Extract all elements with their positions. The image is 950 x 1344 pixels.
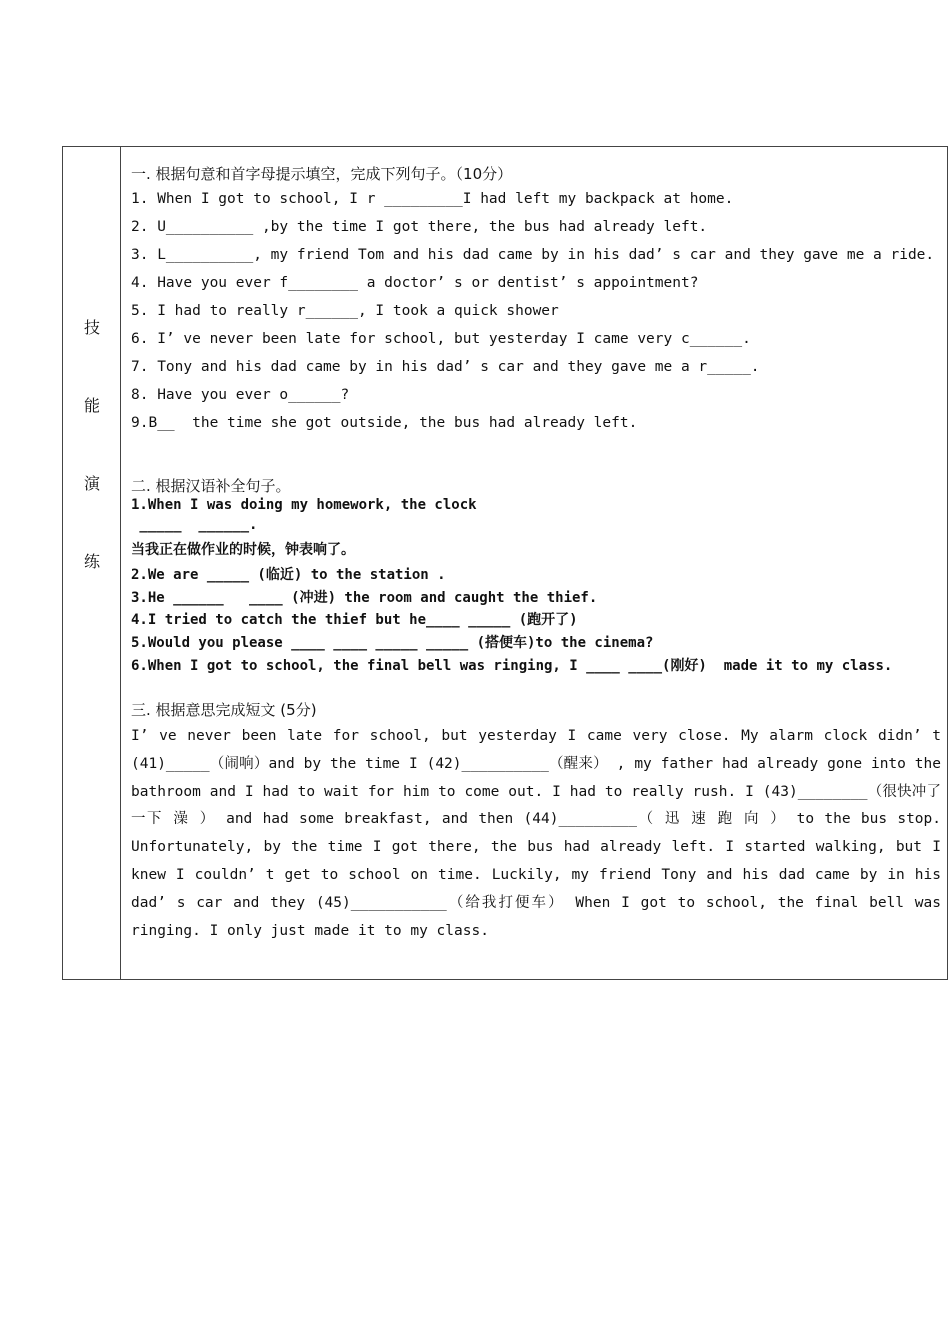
- side-label-char: 能: [83, 396, 100, 415]
- section1-item: 2. U__________ ,by the time I got there, the bus had already left.: [131, 219, 708, 235]
- section1-heading: 一. 根据句意和首字母提示填空，完成下列句子。（10分）: [131, 165, 513, 183]
- section2-heading: 二. 根据汉语补全句子。: [131, 477, 291, 495]
- section1-item: 3. L__________, my friend Tom and his dad came by in his dad’ s car and they gave me a ride.: [131, 247, 935, 263]
- section1-item: 7. Tony and his dad came by in his dad’ s car and they gave me a r_____.: [131, 359, 760, 375]
- section2-item: 4.I tried to catch the thief but he____ _____ (跑开了): [131, 612, 578, 628]
- section1-item: 6. I’ ve never been late for school, but yesterday I came very c______.: [131, 331, 751, 347]
- side-label-column: [63, 147, 121, 979]
- side-label-char: 演: [83, 474, 100, 493]
- section1-item: 5. I had to really r______, I took a quick shower: [131, 303, 559, 319]
- section2-item: _____ ______.: [131, 517, 258, 533]
- section2-item: 6.When I got to school, the final bell was ringing, I ____ ____(刚好) made it to my class.: [131, 658, 893, 674]
- side-label-char: 技: [83, 318, 100, 337]
- section3-heading: 三. 根据意思完成短文 (5分): [131, 701, 317, 719]
- section3-paragraph: I’ ve never been late for school, but yesterday I came very close. My alarm clock didn’ t (41)_____（闹响）and by the time I (42)__________（醒来） , my father had already gone into the bathroom and I had to wait for him to come out. I had to really rush. I (43)________（很快冲了一下 澡 ） and had some breakfast, and then (44)_________（ 迅 速 跑 向 ） to the bus stop. Unfortunately, by the time I got there, the bus had already left. I started walking, but I knew I couldn’ t get to school on time. Luckily, my friend Tony and his dad came by in his dad’ s car and they (45)___________（给我打便车） When I got to school, the final bell was ringing. I only just made it to my class.: [131, 728, 941, 939]
- section2-item: 2.We are _____ (临近) to the station .: [131, 567, 446, 583]
- section2-item: 当我正在做作业的时候，钟表响了。: [131, 542, 355, 558]
- section2-item: 5.Would you please ____ ____ _____ _____ (搭便车)to the cinema?: [131, 635, 654, 651]
- section2-item: 3.He ______ ____ (冲进) the room and caught the thief.: [131, 590, 598, 606]
- section1-item: 9.B__ the time she got outside, the bus had already left.: [131, 415, 638, 431]
- section1-item: 4. Have you ever f________ a doctor’ s or dentist’ s appointment?: [131, 275, 699, 291]
- section2-item: 1.When I was doing my homework, the clock: [131, 497, 477, 513]
- exercise-table: [62, 146, 948, 980]
- section1-item: 1. When I got to school, I r _________I had left my backpack at home.: [131, 191, 734, 207]
- side-label-char: 练: [83, 552, 100, 571]
- section1-item: 8. Have you ever o______?: [131, 387, 350, 403]
